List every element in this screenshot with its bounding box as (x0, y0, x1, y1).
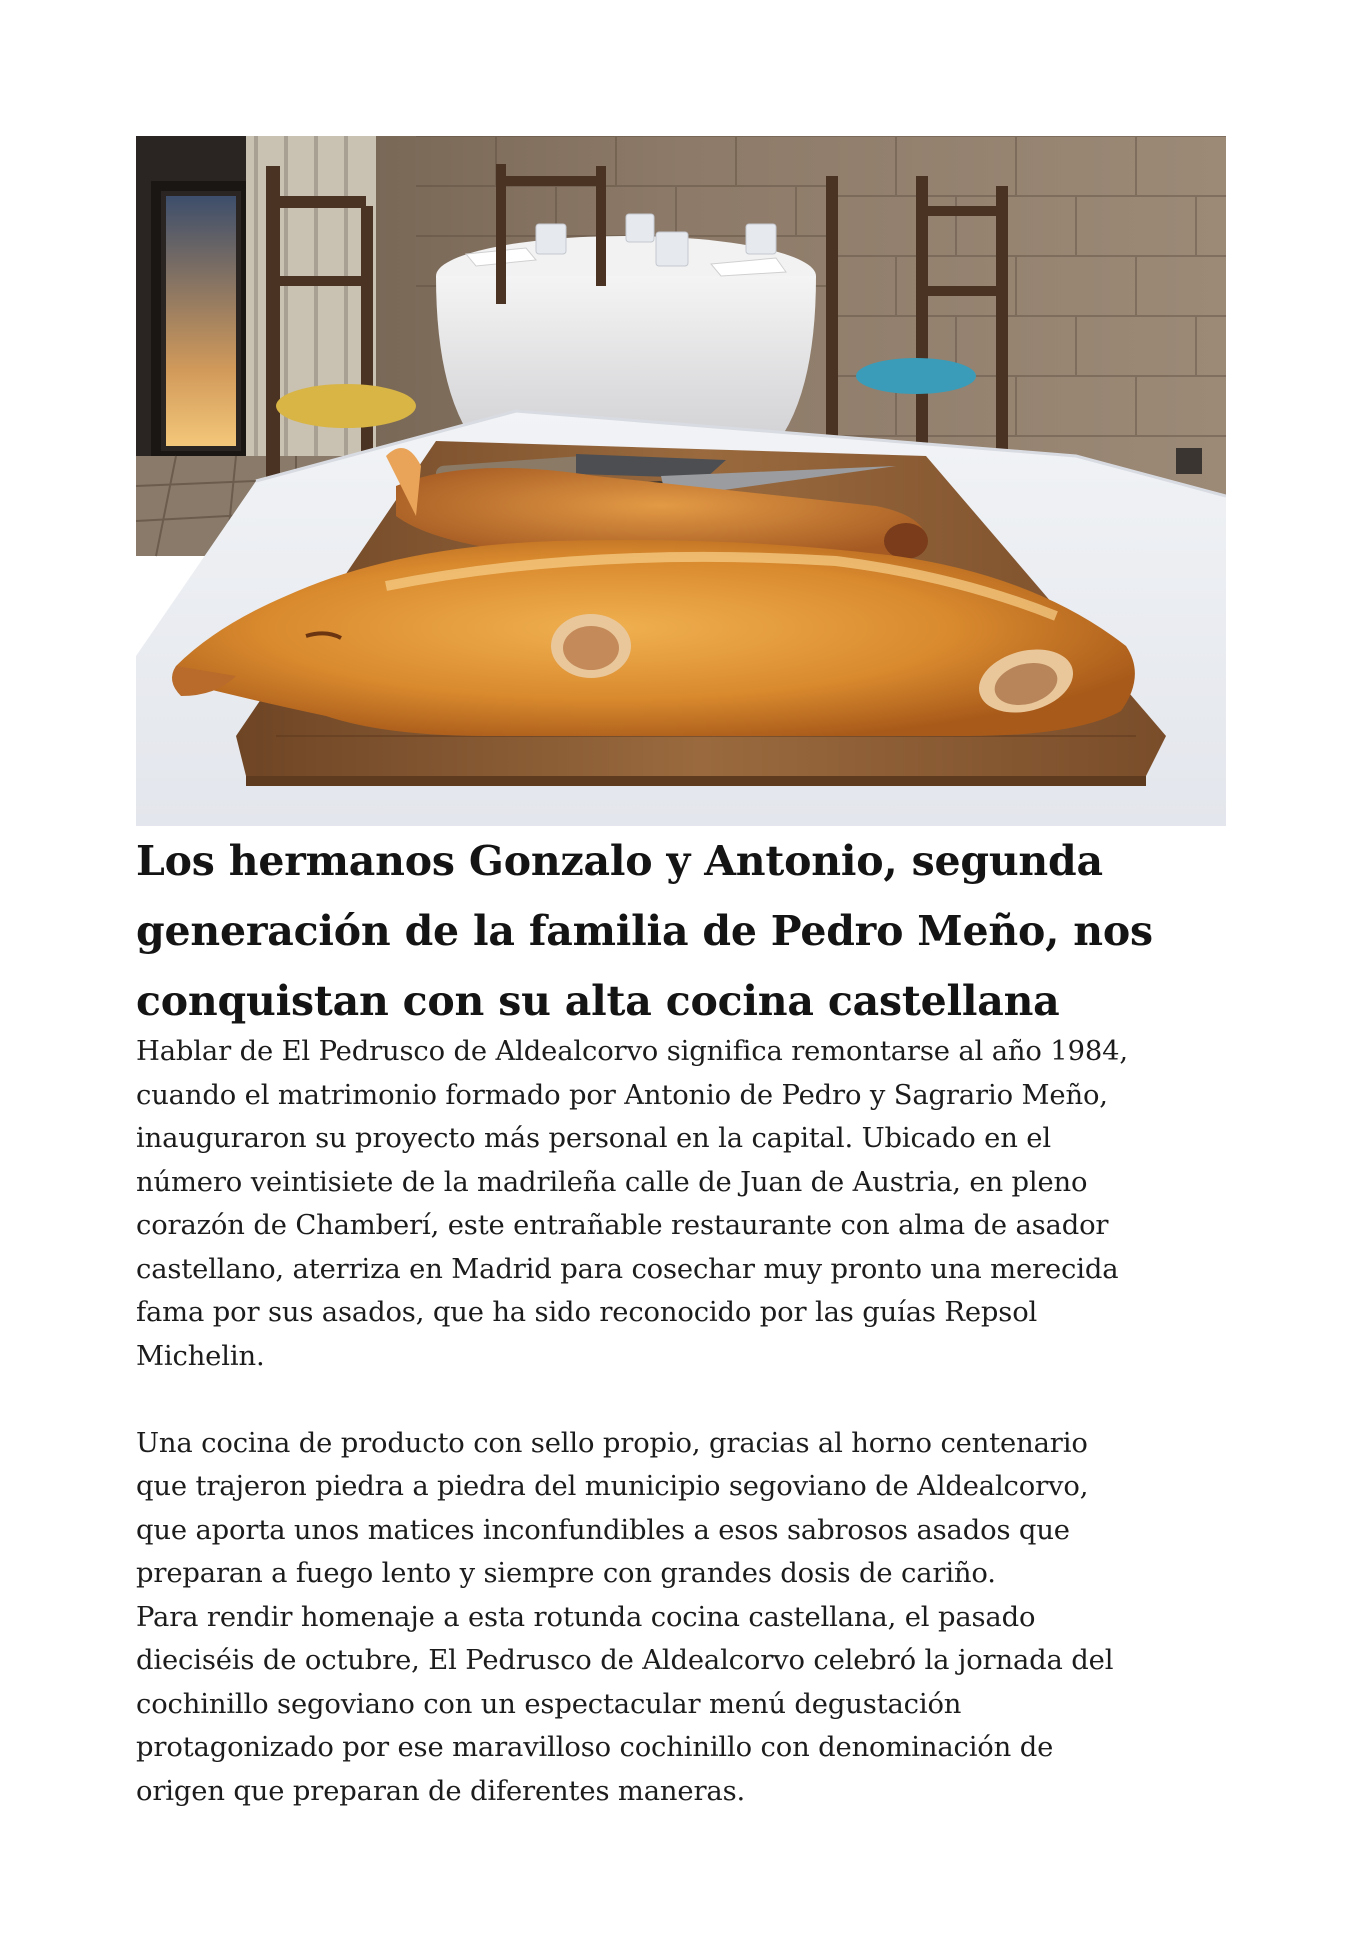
headline-line: Los hermanos Gonzalo y Antonio, segunda (136, 837, 1103, 885)
body-line: fama por sus asados, que ha sido reconocido por las guías Repsol (136, 1297, 1038, 1328)
paragraph-spacer (136, 1378, 1236, 1422)
body-line: número veintisiete de la madrileña calle de Juan de Austria, en pleno (136, 1166, 1088, 1198)
headline-line: generación de la familia de Pedro Meño, nos (136, 907, 1153, 955)
body-line: Hablar de El Pedrusco de Aldealcorvo significa remontarse al año 1984, (136, 1036, 1128, 1067)
body-line: corazón de Chamberí, este entrañable restaurante con alma de asador (136, 1210, 1109, 1241)
article-headline (136, 826, 1236, 1036)
paragraph-2 (136, 1422, 1236, 1814)
body-line: que aporta unos matices inconfundibles a esos sabrosos asados que (136, 1514, 1070, 1546)
article-body (136, 1030, 1236, 1813)
body-line: castellano, aterriza en Madrid para cosechar muy pronto una merecida (136, 1253, 1119, 1285)
body-line: Michelin. (136, 1340, 265, 1372)
body-line: Una cocina de producto con sello propio, gracias al horno centenario (136, 1427, 1088, 1459)
roast-suckling-pig-photo (136, 136, 1226, 826)
body-line: origen que preparan de diferentes maneras. (136, 1775, 746, 1807)
body-line: preparan a fuego lento y siempre con grandes dosis de cariño. (136, 1558, 996, 1589)
body-line: cochinillo segoviano con un espectacular menú degustación (136, 1688, 962, 1720)
body-line: cuando el matrimonio formado por Antonio de Pedro y Sagrario Meño, (136, 1079, 1108, 1111)
body-line: protagonizado por ese maravilloso cochinillo con denominación de (136, 1732, 1054, 1763)
paragraph-1 (136, 1030, 1236, 1378)
headline-line: conquistan con su alta cocina castellana (136, 977, 1060, 1025)
body-line: inauguraron su proyecto más personal en la capital. Ubicado en el (136, 1123, 1051, 1154)
body-line: que trajeron piedra a piedra del municipio segoviano de Aldealcorvo, (136, 1471, 1089, 1502)
body-line: dieciséis de octubre, El Pedrusco de Aldealcorvo celebró la jornada del (136, 1645, 1114, 1676)
body-line: Para rendir homenaje a esta rotunda cocina castellana, el pasado (136, 1601, 1036, 1633)
